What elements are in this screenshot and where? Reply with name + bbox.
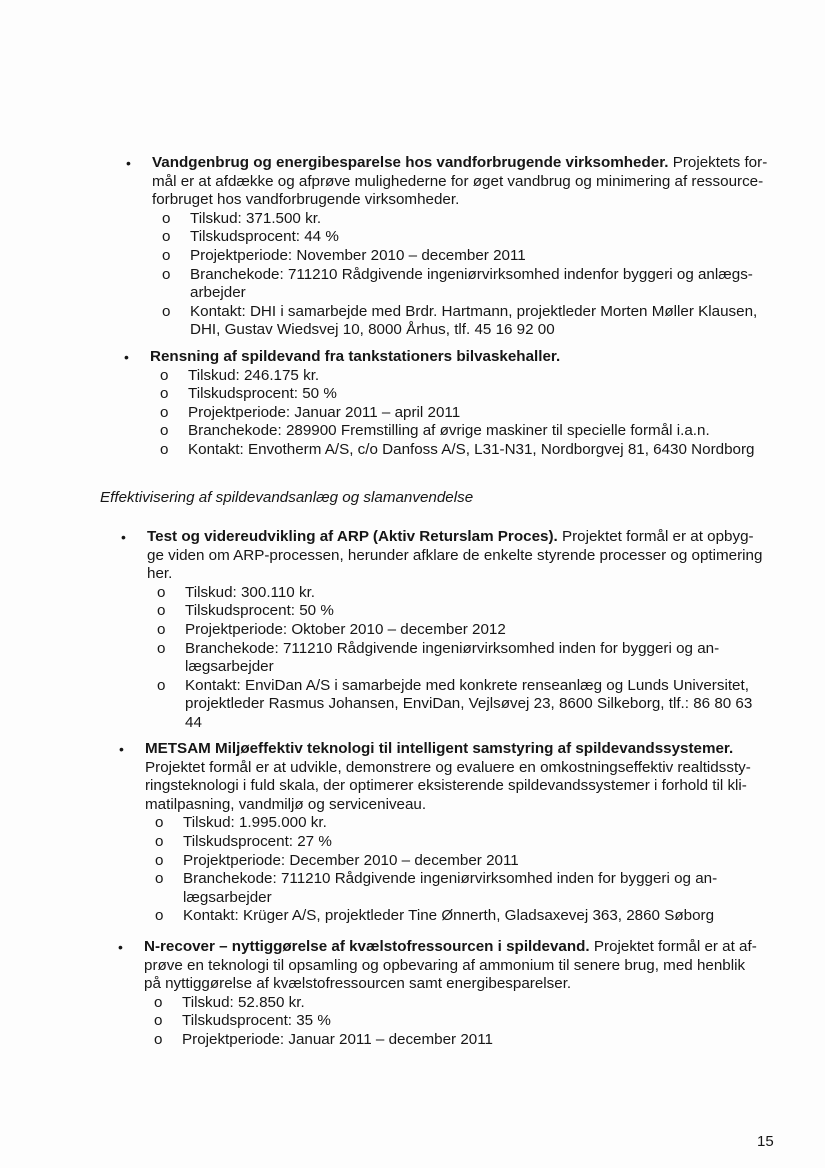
detail-item [150, 422, 754, 441]
sub-bullet-icon: o [154, 993, 163, 1011]
sub-bullet-icon: o [155, 814, 164, 832]
bullet-icon: • [118, 939, 123, 955]
sub-bullet-icon: o [157, 676, 166, 694]
detail-item [150, 441, 754, 460]
detail-item [144, 994, 757, 1013]
detail-text: Tilskudsprocent: 50 % [188, 385, 337, 403]
project-intro [144, 938, 757, 957]
sub-bullet-icon: o [160, 422, 169, 440]
detail-item [152, 303, 767, 340]
project-details [152, 210, 767, 340]
detail-item [147, 640, 762, 677]
description-line: forbruget hos vandforbrugende virksomheder. [152, 191, 460, 209]
project-details [144, 994, 757, 1050]
sub-bullet-icon: o [162, 228, 171, 246]
detail-item [145, 852, 751, 871]
detail-text: Tilskud: 1.995.000 kr. [183, 814, 327, 832]
project-intro [150, 348, 754, 367]
project-intro [145, 740, 751, 759]
project-details [147, 584, 762, 733]
bullet-icon: • [121, 529, 126, 545]
description-line: ringsteknologi i fuld skala, der optimerer eksisterende spildevandssystemer i forhold til kli- [145, 777, 747, 795]
project-intro [147, 528, 762, 547]
description-line: matilpasning, vandmiljø og serviceniveau. [145, 795, 427, 813]
detail-text: 44 [185, 713, 202, 731]
project-title: Test og videreudvikling af ARP (Aktiv Returslam Proces). [147, 528, 558, 545]
detail-text: Tilskudsprocent: 35 % [182, 1012, 331, 1030]
detail-text: Tilskud: 246.175 kr. [188, 366, 320, 384]
detail-item [152, 266, 767, 303]
description-line: Projektet formål er at udvikle, demonstrere og evaluere en omkostningseffektiv realtidssty- [145, 758, 751, 776]
detail-text: Projektperiode: Oktober 2010 – december 2012 [185, 620, 506, 638]
detail-text: arbejder [190, 284, 246, 302]
description-line: Projektet formål er at af- [589, 938, 757, 955]
detail-item [152, 247, 767, 266]
detail-item [150, 385, 754, 404]
project-entry [119, 740, 751, 926]
sub-bullet-icon: o [160, 440, 169, 458]
description-line: på nyttiggørelse af kvælstofressourcen samt energibesparelser. [144, 975, 572, 993]
detail-item [150, 367, 754, 386]
detail-text: DHI, Gustav Wiedsvej 10, 8000 Århus, tlf. 45 16 92 00 [190, 321, 555, 339]
detail-item [152, 228, 767, 247]
section-heading: Effektivisering af spildevandsanlæg og slamanvendelse [100, 489, 474, 506]
detail-text: Kontakt: EnviDan A/S i samarbejde med konkrete renseanlæg og Lunds Universitet, [185, 676, 749, 694]
detail-item [150, 404, 754, 423]
sub-bullet-icon: o [155, 832, 164, 850]
description-line: her. [147, 565, 173, 583]
project-details [145, 814, 751, 926]
page-number: 15 [757, 1133, 774, 1150]
detail-text: Kontakt: DHI i samarbejde med Brdr. Hartmann, projektleder Morten Møller Klausen, [190, 302, 758, 320]
sub-bullet-icon: o [157, 639, 166, 657]
project-title: N-recover – nyttiggørelse af kvælstofressourcen i spildevand. [144, 938, 590, 955]
bullet-icon: • [119, 741, 124, 757]
description-line: mål er at afdække og afprøve mulighederne for øget vandbrug og minimering af ressource- [152, 172, 764, 190]
detail-text: Branchekode: 711210 Rådgivende ingeniørvirksomhed inden for byggeri og an- [183, 870, 718, 888]
sub-bullet-icon: o [155, 870, 164, 888]
detail-text: Branchekode: 289900 Fremstilling af øvrige maskiner til specielle formål i.a.n. [188, 422, 710, 440]
sub-bullet-icon: o [160, 385, 169, 403]
project-intro [152, 154, 767, 173]
project-details [150, 367, 754, 460]
detail-text: Kontakt: Krüger A/S, projektleder Tine Ønnerth, Gladsaxevej 363, 2860 Søborg [183, 907, 715, 925]
detail-item [147, 602, 762, 621]
description-line: Projektet formål er at opbyg- [557, 528, 754, 545]
sub-bullet-icon: o [162, 246, 171, 264]
bullet-icon: • [124, 349, 129, 365]
detail-text: Projektperiode: Januar 2011 – april 2011 [188, 403, 461, 421]
detail-item [145, 870, 751, 907]
detail-text: Tilskud: 371.500 kr. [190, 209, 322, 227]
sub-bullet-icon: o [162, 302, 171, 320]
detail-text: Tilskudsprocent: 50 % [185, 602, 334, 620]
project-entry [124, 348, 755, 460]
sub-bullet-icon: o [155, 851, 164, 869]
bullet-icon: • [126, 155, 131, 171]
detail-text: Tilskud: 52.850 kr. [182, 993, 305, 1011]
detail-item [147, 621, 762, 640]
sub-bullet-icon: o [160, 403, 169, 421]
description-line: Projektets for- [668, 154, 768, 171]
sub-bullet-icon: o [157, 620, 166, 638]
detail-item [147, 584, 762, 603]
sub-bullet-icon: o [154, 1030, 163, 1048]
project-entry [121, 528, 763, 733]
detail-item [145, 814, 751, 833]
detail-item [145, 907, 751, 926]
project-title: Vandgenbrug og energibesparelse hos vandforbrugende virksomheder. [152, 154, 669, 171]
detail-text: lægsarbejder [185, 658, 274, 676]
detail-text: Kontakt: Envotherm A/S, c/o Danfoss A/S, L31-N31, Nordborgvej 81, 6430 Nordborg [188, 440, 755, 458]
detail-item [152, 210, 767, 229]
project-title: METSAM Miljøeffektiv teknologi til intelligent samstyring af spildevandssystemer. [145, 740, 734, 757]
detail-text: Tilskudsprocent: 44 % [190, 228, 339, 246]
detail-text: lægsarbejder [183, 888, 272, 906]
sub-bullet-icon: o [155, 907, 164, 925]
project-title: Rensning af spildevand fra tankstationers bilvaskehaller. [150, 348, 561, 365]
sub-bullet-icon: o [157, 583, 166, 601]
sub-bullet-icon: o [162, 209, 171, 227]
sub-bullet-icon: o [160, 366, 169, 384]
detail-text: Projektperiode: November 2010 – december 2011 [190, 246, 526, 264]
detail-text: Branchekode: 711210 Rådgivende ingeniørvirksomhed indenfor byggeri og anlægs- [190, 265, 753, 283]
detail-item [147, 677, 762, 733]
detail-item [144, 1012, 757, 1031]
detail-text: Branchekode: 711210 Rådgivende ingeniørvirksomhed inden for byggeri og an- [185, 639, 720, 657]
detail-item [145, 833, 751, 852]
sub-bullet-icon: o [157, 602, 166, 620]
detail-text: Projektperiode: December 2010 – december 2011 [183, 851, 519, 869]
detail-item [144, 1031, 757, 1050]
detail-text: Tilskud: 300.110 kr. [185, 583, 316, 601]
project-entry [126, 154, 768, 340]
detail-text: Tilskudsprocent: 27 % [183, 832, 332, 850]
detail-text: projektleder Rasmus Johansen, EnviDan, Vejlsøvej 23, 8600 Silkeborg, tlf.: 86 80 63 [185, 695, 753, 713]
description-line: ge viden om ARP-processen, herunder afklare de enkelte styrende processer og optimering [147, 546, 763, 564]
sub-bullet-icon: o [154, 1012, 163, 1030]
detail-text: Projektperiode: Januar 2011 – december 2011 [182, 1030, 493, 1048]
description-line: prøve en teknologi til opsamling og opbevaring af ammonium til senere brug, med henblik [144, 956, 746, 974]
sub-bullet-icon: o [162, 265, 171, 283]
project-entry [118, 938, 757, 1050]
